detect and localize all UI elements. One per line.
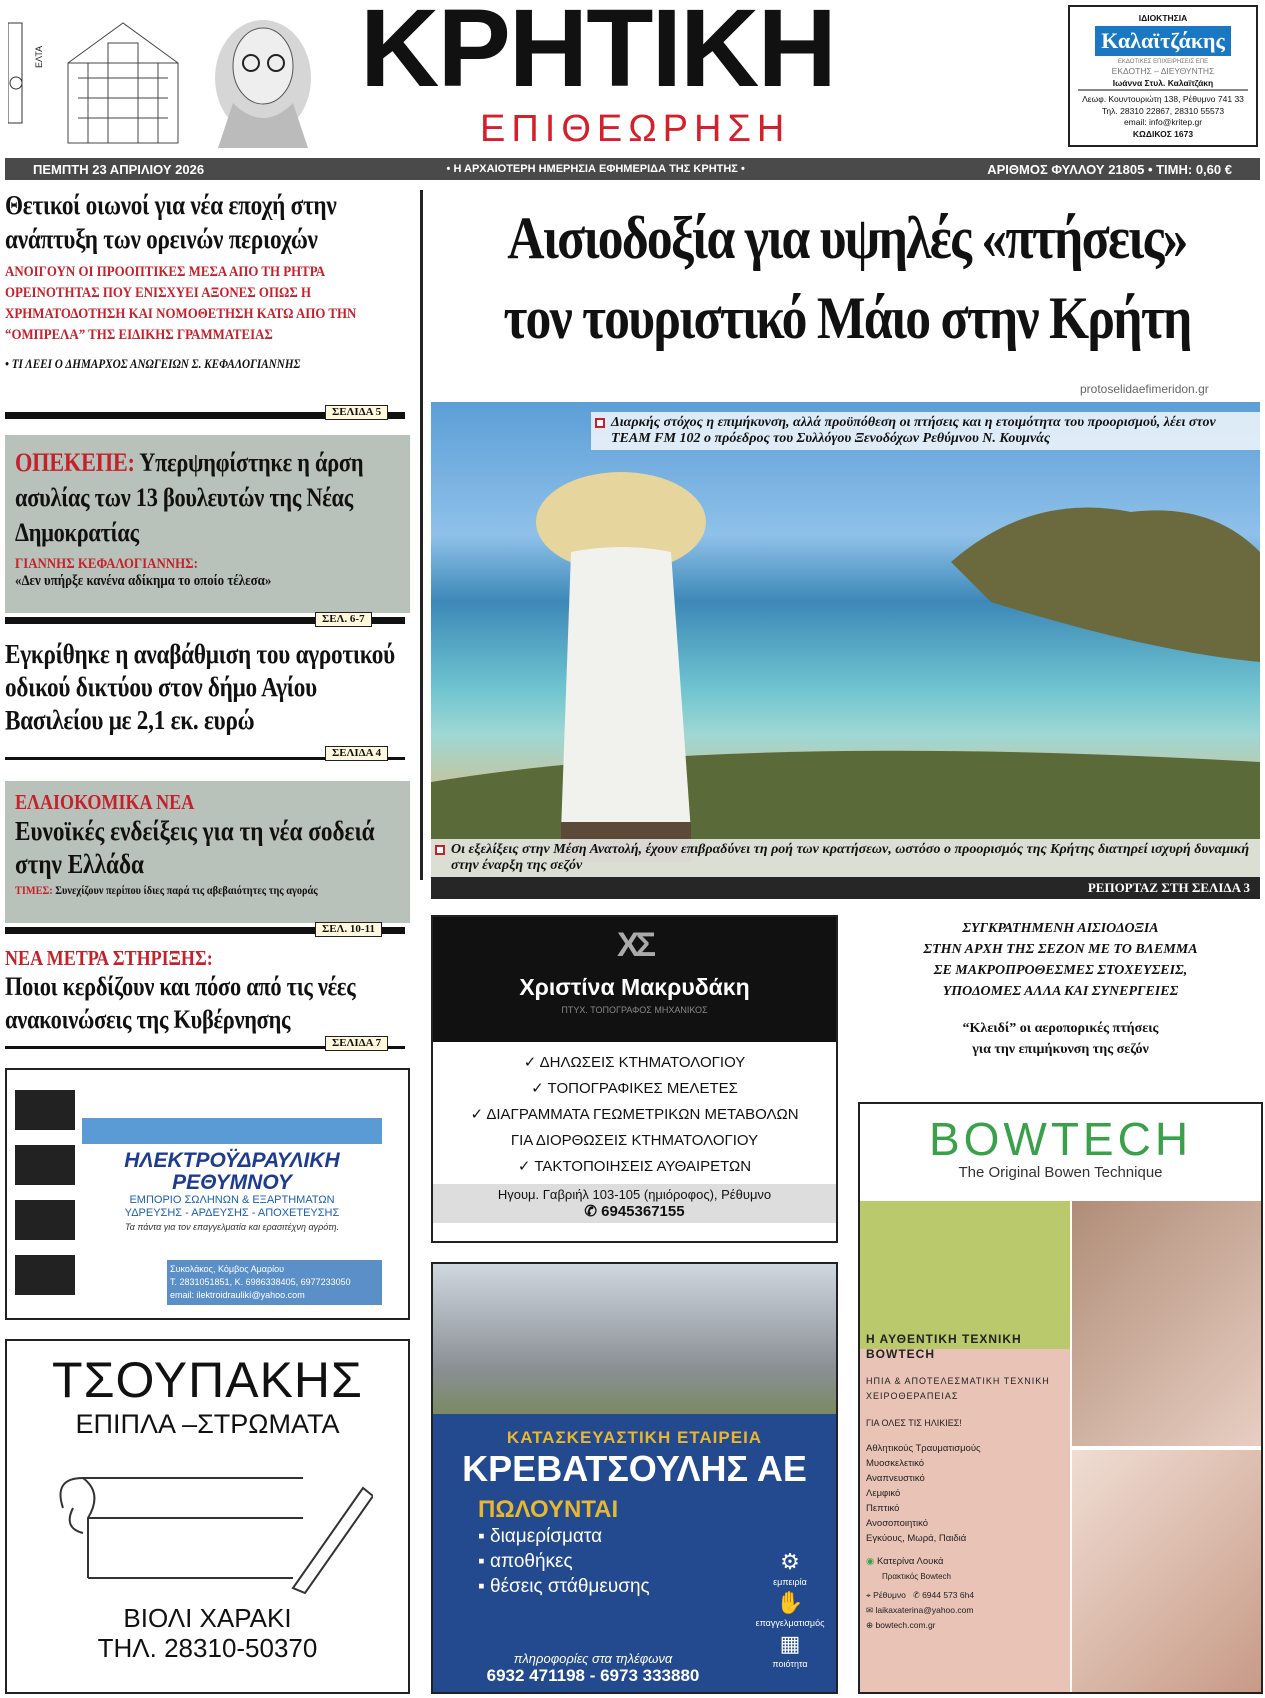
ad-list-item: Λεμφικό [866, 1488, 901, 1499]
caption-top [591, 412, 1260, 450]
ad-phone: ✆ 6945367155 [584, 1203, 685, 1220]
publisher-address: Λεωφ. Κουντουριώτη 138, Ρέθυμνο 741 33 [1082, 94, 1244, 105]
ad-phones: 6932 471198 - 6973 333880 [486, 1666, 700, 1685]
badge-icon: ✋ [776, 1590, 804, 1615]
badge-label: εμπειρία [773, 1577, 807, 1587]
column-divider [420, 190, 423, 880]
ad-website: bowtech.com.gr [875, 1620, 936, 1630]
summary-line: ΥΠΟΔΟΜΕΣ ΑΛΛΑ ΚΑΙ ΣΥΝΕΡΓΕΙΕΣ [942, 984, 1179, 999]
badge-icon: ⚙ [780, 1549, 800, 1574]
summary-line: ΣΤΗΝ ΑΡΧΗ ΤΗΣ ΣΕΖΟΝ ΜΕ ΤΟ ΒΛΕΜΜΑ [923, 942, 1198, 957]
ad-list-item: Εγκύους, Μωρά, Παιδιά [866, 1533, 967, 1544]
masthead-illustration [8, 8, 348, 148]
ad-name: ΚΡΕΒΑΤΣΟΥΛΗΣ ΑΕ [462, 1448, 807, 1489]
therapist-role: Πρακτικός Bowtech [882, 1572, 952, 1581]
phone-icon: ✆ [912, 1590, 920, 1600]
ad-line: ΥΔΡΕΥΣΗΣ - ΑΡΔΕΥΣΗΣ - ΑΠΟΧΕΤΕΥΣΗΣ [124, 1207, 340, 1219]
issue-date: ΠΕΜΠΤΗ 23 ΑΠΡΙΛΙΟΥ 2026 [33, 161, 205, 177]
ad-subheading: ΗΠΙΑ & ΑΠΟΤΕΛΕΣΜΑΤΙΚΗ ΤΕΧΝΙΚΗ ΧΕΙΡΟΘΕΡΑΠΕΙΑΣ [866, 1376, 1050, 1401]
page-ref[interactable]: ΣΕΛΙΔΑ 7 [325, 1036, 388, 1051]
ad-list-item: Αθλητικούς Τραυματισμούς [866, 1443, 981, 1454]
paper-motto: • Η ΑΡΧΑΙΟΤΕΡΗ ΗΜΕΡΗΣΙΑ ΕΦΗΜΕΡΙΔΑ ΤΗΣ ΚΡΗΤΗΣ • [446, 163, 745, 175]
publisher-phones: Τηλ. 28310 22867, 28310 55573 [1101, 105, 1225, 116]
globe-icon: ⊕ [866, 1620, 874, 1630]
page-ref[interactable]: ΣΕΛΙΔΑ 5 [325, 405, 388, 420]
ad-name: ΗΛΕΚΤΡΟΫΔΡΑΥΛΙΚΗ [124, 1149, 340, 1172]
ownership-box [1068, 5, 1258, 147]
therapy-photo [1072, 1450, 1262, 1694]
therapy-photo [1072, 1201, 1262, 1446]
ad-title: ΠΤΥΧ. ΤΟΠΟΓΡΑΦΟΣ ΜΗΧΑΝΙΚΟΣ [561, 1005, 708, 1015]
ad-makrydaki[interactable] [431, 915, 838, 1243]
sofa-sketch-icon [43, 1448, 373, 1598]
story-olive-news[interactable] [5, 781, 410, 923]
ad-address: Ηγουμ. Γαβριήλ 103-105 (ημιόροφος), Ρέθυμνο [497, 1187, 772, 1202]
ad-products: ΕΠΙΠΛΑ –ΣΤΡΩΜΑΤΑ [75, 1409, 340, 1439]
ad-list-item: Ανοσοποιητικό [866, 1518, 929, 1529]
sidebar-summary [858, 918, 1263, 1060]
service-item: ✓ ΤΑΚΤΟΠΟΙΗΣΕΙΣ ΑΥΘΑΙΡΕΤΩΝ [517, 1158, 752, 1175]
ad-info: πληροφορίες στα τηλέφωνα [513, 1651, 673, 1666]
church-and-portrait-icon [8, 8, 348, 148]
service-item: ✓ ΔΙΑΓΡΑΜΜΑΤΑ ΓΕΩΜΕΤΡΙΚΩΝ ΜΕΤΑΒΟΛΩΝ [470, 1106, 799, 1123]
story-headline[interactable]: Υπερψηφίστηκε η άρση ασυλίας των 13 βουλευτών της Νέας Δημοκρατίας [15, 448, 364, 547]
ad-list-item: Μυοσκελετικό [866, 1458, 925, 1469]
story-kicker: ΟΠΕΚΕΠΕ: [15, 448, 135, 477]
ad-ilektroydravliki[interactable] [5, 1068, 410, 1320]
xm-logo-icon: XΣ [616, 926, 653, 964]
bullet-square-icon [595, 418, 605, 428]
caption-bottom [431, 839, 1260, 877]
badge-icon: ▦ [779, 1631, 801, 1656]
masthead-title: ΚΡΗΤΙΚΗ [360, 0, 835, 110]
pipes-image [15, 1090, 75, 1310]
ad-name: ΤΣΟΥΠΑΚΗΣ [52, 1352, 363, 1408]
service-item: ✓ ΔΗΛΩΣΕΙΣ ΚΤΗΜΑΤΟΛΟΓΙΟΥ [523, 1054, 746, 1071]
ad-location: ΒΙΟΛΙ ΧΑΡΑΚΙ [123, 1603, 292, 1633]
story-opekepe[interactable] [5, 435, 410, 613]
badge-label: ποιότητα [772, 1659, 808, 1669]
masthead-subtitle: ΕΠΙΘΕΩΡΗΣΗ [480, 108, 791, 150]
service-item: ✓ ΤΟΠΟΓΡΑΦΙΚΕΣ ΜΕΛΕΤΕΣ [531, 1080, 738, 1097]
story-kicker: ΝΕΑ ΜΕΤΡΑ ΣΤΗΡΙΞΗΣ: [5, 946, 213, 970]
location-icon: ⌖ [866, 1590, 871, 1600]
story-kicker: ΕΛΑΙΟΚΟΜΙΚΑ ΝΕΑ [15, 790, 195, 814]
page-ref[interactable]: ΣΕΛ. 6-7 [315, 612, 372, 627]
ad-email: email: ilektroidraulikí@yahoo.com [170, 1290, 305, 1300]
ad-item: ▪ αποθήκες [478, 1551, 573, 1572]
story-road-upgrade[interactable]: Εγκρίθηκε η αναβάθμιση του αγροτικού οδικού δικτύου στον δήμο Αγίου Βασιλείου με 2,1 εκ. ευρώ [5, 639, 395, 735]
publisher-sub: ΕΚΔΟΤΙΚΕΣ ΕΠΙΧΕΙΡΗΣΕΙΣ ΕΠΕ [1117, 59, 1209, 66]
headline-line-1: Αισιοδοξία για υψηλές «πτήσεις» [507, 205, 1187, 271]
bowtech-swirl-icon: ◉ [866, 1556, 875, 1567]
story-headline[interactable]: Ευνοϊκές ενδείξεις για τη νέα σοδειά στην Ελλάδα [15, 816, 375, 879]
summary-line: ΣΕ ΜΑΚΡΟΠΡΟΘΕΣΜΕΣ ΣΤΟΧΕΥΣΕΙΣ, [933, 963, 1188, 978]
caption-text: Διαρκής στόχος η επιμήκυνση, αλλά προϋπόθεση οι πτήσεις και η ετοιμότητα του προορισμού, λέει στον TEAM FM 102 ο πρόεδρος του Συλλόγου Ξενοδόχων Ρεθύμνου Ν. Κουμνάς [611, 415, 1216, 446]
quote-text: «Δεν υπήρξε κανένα αδίκημα το οποίο τέλεσα» [15, 573, 272, 589]
ad-kicker: ΚΑΤΑΣΚΕΥΑΣΤΙΚΗ ΕΤΑΙΡΕΙΑ [506, 1428, 763, 1447]
ad-location: Ρέθυμνο [873, 1590, 906, 1600]
ad-phones: Τ. 2831051851, Κ. 6986338405, 6977233050 [170, 1277, 351, 1287]
issue-number-price: ΑΡΙΘΜΟΣ ΦΥΛΛΟΥ 21805 • ΤΙΜΗ: 0,60 € [987, 161, 1232, 177]
beach-woman-photo-icon [431, 402, 1260, 877]
summary-quote: για την επιμήκυνση της σεζόν [972, 1042, 1149, 1057]
ad-phone: ΤΗΛ. 28310-50370 [97, 1633, 318, 1663]
elta-label: ΕΛΤΑ [34, 45, 44, 68]
watermark: protoselidaefimeridon.gr [1080, 382, 1209, 396]
story-headline[interactable]: Ποιοι κερδίζουν και πόσο από τις νέες ανακοινώσεις της Κυβέρνησης [5, 972, 356, 1034]
date-bar [5, 158, 1260, 180]
ad-item: ▪ θέσεις στάθμευσης [478, 1576, 650, 1597]
ad-phone: 6944 573 6h4 [922, 1590, 975, 1600]
ad-selling: ΠΩΛΟΥΝΤΑΙ [478, 1496, 619, 1523]
ad-subheading: ΓΙΑ ΟΛΕΣ ΤΙΣ ΗΛΙΚΙΕΣ! [866, 1418, 962, 1428]
story-subhead: ΑΝΟΙΓΟΥΝ ΟΙ ΠΡΟΟΠΤΙΚΕΣ ΜΕΣΑ ΑΠΟ ΤΗ ΡΗΤΡΑ ΟΡΕΙΝΟΤΗΤΑΣ ΠΟΥ ΕΝΙΣΧΥΕΙ ΑΞΟΝΕΣ ΟΠΩΣ Η ΧΡΗΜΑΤΟΔΟΤΗΣΗ ΚΑΙ ΝΟΜΟΘΕΤΗΣΗ ΚΑΤΩ ΑΠΟ ΤΗΝ “ΟΜΠΡΕΛΑ” ΤΗΣ ΕΙΔΙΚΗΣ ΓΡΑΜΜΑΤΕΙΑΣ [5, 264, 357, 343]
bullet-square-icon [435, 845, 445, 855]
ad-heading: Η ΑΥΘΕΝΤΙΚΗ ΤΕΧΝΙΚΗ BOWTECH [866, 1332, 1022, 1361]
sub-text: Συνεχίζουν περίπου ίδιες παρά τις αβεβαιότητες της αγοράς [55, 883, 318, 897]
publisher-logo: Καλαϊτζάκης [1095, 26, 1231, 56]
ad-name: Χριστίνα Μακρυδάκη [519, 974, 750, 1000]
story-mountain-areas[interactable] [5, 188, 409, 372]
badge-label: επαγγελματισμός [755, 1618, 825, 1628]
therapist-name: Κατερίνα Λουκά [876, 1556, 944, 1567]
ad-tagline: The Original Bowen Technique [958, 1164, 1163, 1181]
ad-email: laikaxaterina@yahoo.com [875, 1605, 974, 1615]
ad-list-item: Πεπτικό [866, 1503, 900, 1514]
summary-line: ΣΥΓΚΡΑΤΗΜΕΝΗ ΑΙΣΙΟΔΟΞΙΑ [962, 921, 1159, 936]
ad-tagline: Τα πάντα για τον επαγγελματία και ερασιτέχνη αγρότη. [125, 1222, 339, 1232]
main-photo[interactable] [431, 402, 1260, 877]
ad-bowtech[interactable] [858, 1102, 1263, 1694]
headline-line-2: τον τουριστικό Μάιο στην Κρήτη [503, 285, 1191, 351]
ad-address: Συκολάκος, Κόμβος Αμαρίου [170, 1264, 285, 1274]
service-item: ΓΙΑ ΔΙΟΡΘΩΣΕΙΣ ΚΤΗΜΑΤΟΛΟΓΙΟΥ [510, 1132, 759, 1149]
main-headline[interactable] [432, 198, 1262, 358]
story-support-measures[interactable] [5, 946, 409, 1036]
publisher-role: ΕΚΔΟΤΗΣ – ΔΙΕΥΘΥΝΤΗΣ [1111, 66, 1215, 77]
sub-label: ΤΙΜΕΣ: [15, 883, 53, 897]
story-headline[interactable]: Θετικοί οιωνοί για νέα εποχή στην ανάπτυξη των ορεινών περιοχών [5, 190, 337, 254]
page-ref[interactable]: ΣΕΛ. 10-11 [315, 922, 382, 937]
ad-krevatsoulis[interactable] [431, 1262, 838, 1694]
email-icon: ✉ [866, 1605, 874, 1615]
building-image [433, 1264, 836, 1414]
summary-quote: “Κλειδί” οι αεροπορικές πτήσεις [962, 1021, 1159, 1036]
quote-name: ΓΙΑΝΝΗΣ ΚΕΦΑΛΟΓΙΑΝΝΗΣ: [15, 556, 198, 572]
bowtech-logo: BOWTECH [928, 1113, 1193, 1165]
publisher-email[interactable]: email: info@kritep.gr [1123, 117, 1203, 128]
ad-name-2: ΡΕΘΥΜΝΟΥ [172, 1171, 292, 1194]
story-bullet: • ΤΙ ΛΕΕΙ Ο ΔΗΜΑΡΧΟΣ ΑΝΩΓΕΙΩΝ Σ. ΚΕΦΑΛΟΓΙΑΝΝΗΣ [5, 356, 301, 371]
ad-line: ΕΜΠΟΡΙΟ ΣΩΛΗΝΩΝ & ΕΞΑΡΤΗΜΑΤΩΝ [129, 1194, 335, 1206]
owner-label: ΙΔΙΟΚΤΗΣΙΑ [1138, 13, 1188, 23]
ad-item: ▪ διαμερίσματα [478, 1526, 603, 1547]
pipe-bar [82, 1118, 382, 1144]
report-page-ref[interactable]: ΡΕΠΟΡΤΑΖ ΣΤΗ ΣΕΛΙΔΑ 3 [431, 877, 1260, 899]
caption-text: Οι εξελίξεις στην Μέση Ανατολή, έχουν επιβραδύνει τη ροή των κρατήσεων, ωστόσο ο προορισμός της Κρήτης διατηρεί ισχυρή δυναμική στην έναρξη της σεζόν [451, 842, 1250, 873]
publisher-name: Ιωάννα Στυλ. Καλαϊτζάκη [1078, 78, 1248, 91]
ad-list-item: Αναπνευστικό [866, 1473, 925, 1484]
ad-tsoupakis[interactable] [5, 1339, 410, 1694]
page-ref[interactable]: ΣΕΛΙΔΑ 4 [325, 746, 388, 761]
publisher-code: ΚΩΔΙΚΟΣ 1673 [1132, 128, 1194, 139]
